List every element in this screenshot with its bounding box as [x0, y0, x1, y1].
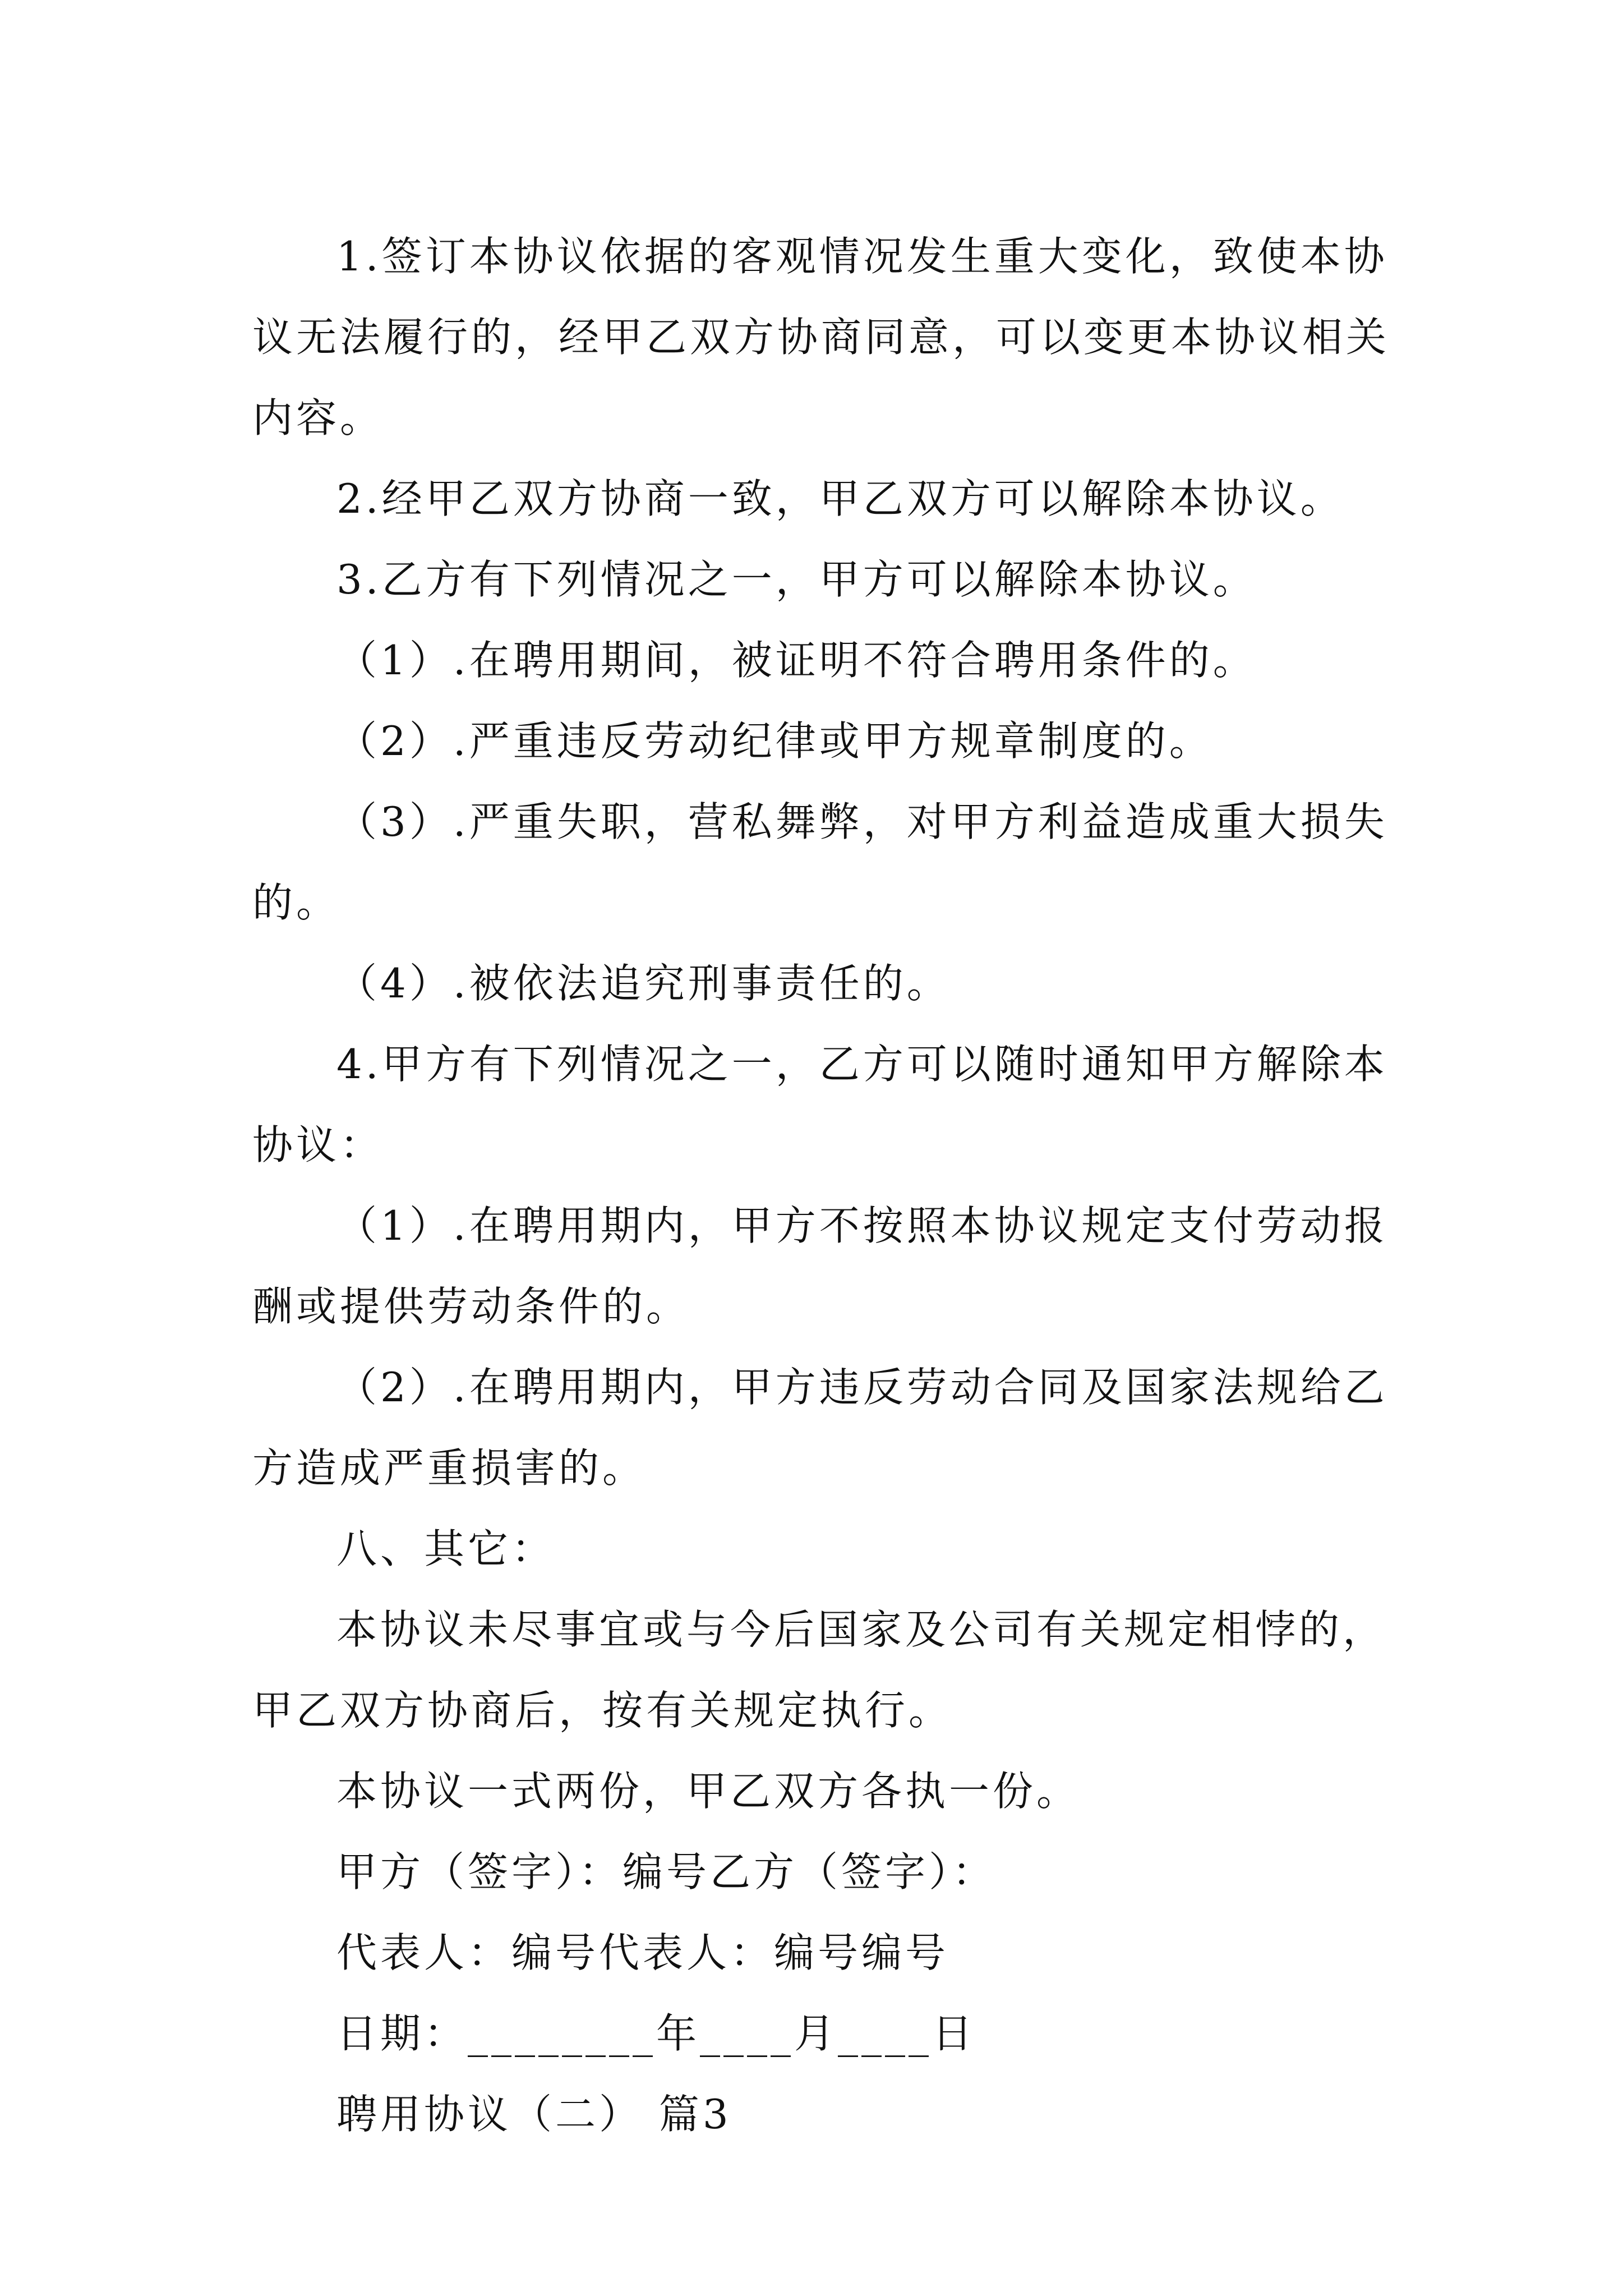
paragraph-clause-2: 2.经甲乙双方协商一致，甲乙双方可以解除本协议。 — [336, 475, 1344, 522]
paragraph-clause-4-2: （2）.在聘用期内，甲方违反劳动合同及国家法规给乙方造成严重损害的。 — [252, 1364, 1388, 1492]
paragraph-clause-4: 4.甲方有下列情况之一，乙方可以随时通知甲方解除本协议： — [252, 1041, 1388, 1168]
date-line: 日期：________年____月____日 — [336, 2010, 976, 2057]
signature-line-parties: 甲方（签字）：编号乙方（签字）： — [336, 1848, 997, 1895]
signature-line-representatives: 代表人：编号代表人：编号编号 — [336, 1929, 949, 1976]
paragraph-clause-3-2: （2）.严重违反劳动纪律或甲方规章制度的。 — [336, 717, 1213, 765]
paragraph-copies: 本协议一式两份，甲乙双方各执一份。 — [336, 1768, 1081, 1815]
paragraph-clause-4-1: （1）.在聘用期内，甲方不按照本协议规定支付劳动报酬或提供劳动条件的。 — [252, 1202, 1388, 1330]
section-heading-other: 八、其它： — [336, 1525, 556, 1572]
paragraph-clause-3-4: （4）.被依法追究刑事责任的。 — [336, 960, 951, 1007]
paragraph-clause-3: 3.乙方有下列情况之一，甲方可以解除本协议。 — [336, 556, 1257, 603]
paragraph-clause-3-1: （1）.在聘用期间，被证明不符合聘用条件的。 — [336, 637, 1257, 684]
paragraph-other-terms: 本协议未尽事宜或与今后国家及公司有关规定相悖的，甲乙双方协商后，按有关规定执行。 — [252, 1606, 1387, 1734]
paragraph-clause-3-3: （3）.严重失职，营私舞弊，对甲方利益造成重大损失的。 — [252, 798, 1388, 926]
next-section-title: 聘用协议（二） 篇3 — [336, 2091, 732, 2138]
paragraph-clause-1: 1.签订本协议依据的客观情况发生重大变化，致使本协议无法履行的，经甲乙双方协商同意，可以变更本协议相关内容。 — [252, 233, 1390, 441]
document-body — [252, 216, 1402, 2155]
